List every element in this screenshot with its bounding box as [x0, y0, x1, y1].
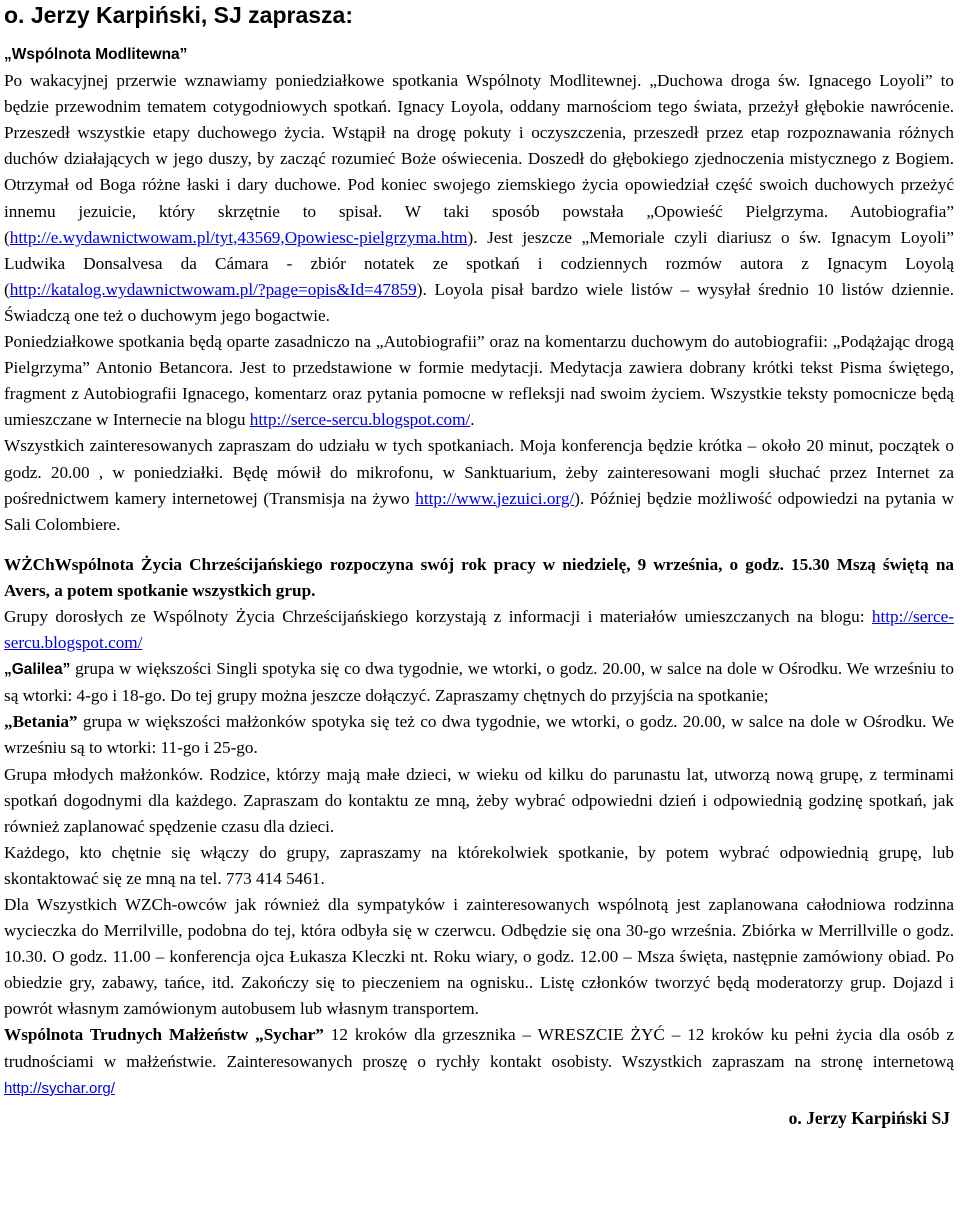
heading-prayer-community: „Wspólnota Modlitewna” — [4, 46, 188, 63]
text: Dla Wszystkich WZCh-owców jak również dla sympatyków i zainteresowanych wspólnotą jest zaplanowana całodniowa rodzinna wycieczka do Merrilville, podobna do tej, która odbyła się w czerwcu. Odbędzie się ona 30-go września. Zbiórka w Merrillville o godz. 10.30. O godz. 11.00 – konferencja ojca Łukasza Kleczki nt. Roku wiary, o godz. 12.00 – Msza święta, następnie zamówiony obiad. Po obiedzie gry, zabawy, tańce, itd. Zakończy się to pieczeniem na ognisku.. Listę członków tworzyć będą moderatorzy grup. Dojazd i powrót własnym zamówionym autobusem lub własnym transportem. — [4, 895, 954, 1019]
link-memoriale-book[interactable]: http://katalog.wydawnictwowam.pl/?page=opis&Id=47859 — [9, 279, 417, 299]
document-page — [4, 0, 954, 1129]
paragraph-galilea — [4, 656, 954, 709]
heading-sychar: Wspólnota Trudnych Małżeństw „Sychar” — [4, 1025, 324, 1045]
paragraph-invitation — [4, 433, 954, 537]
link-blog-2[interactable]: http://serce-sercu.blogspot.com/ — [4, 606, 954, 653]
text: Wszystkich zainteresowanych zapraszam do udziału w tych spotkaniach. Moja konferencja będzie krótka – około 20 minut, początek o godz. 20.00 , w poniedziałki. Będę mówił do mikrofonu, w Sanktuarium, żeby zainteresowani mogli słuchać przez Internet za pośrednictwem kamery internetowej (Transmisja na żywo — [4, 436, 954, 508]
text: Grupy dorosłych ze Wspólnoty Życia Chrześcijańskiego korzystają z informacji i materiałów umieszczanych na blogu: — [4, 606, 872, 626]
paragraph-betania — [4, 709, 954, 761]
link-jezuici[interactable]: http://www.jezuici.org/ — [415, 488, 575, 508]
text: 12 kroków dla grzesznika – WRESZCIE ŻYĆ – 12 kroków ku pełni życia dla osób z trudnościami w małżeństwie. Zainteresowanych proszę o rychły kontakt osobisty. Wszystkich zapraszam na stronę internetową — [4, 1025, 954, 1071]
link-pilgrim-book[interactable]: http://e.wydawnictwowam.pl/tyt,43569,Opowiesc-pielgrzyma.htm — [9, 227, 468, 247]
heading-wzch: WŻChWspólnota Życia Chrześcijańskiego rozpoczyna swój rok pracy w niedzielę, 9 września, o godz. 15.30 Mszą świętą na Avers, a potem spotkanie wszystkich grup. — [4, 554, 954, 600]
text: ). Jest jeszcze „Memoriale czyli diariusz o św. Ignacym Loyoli” Ludwika Donsalvesa da Cámara - zbiór notatek ze spotkań i codziennych rozmów autora z Ignacym Loyolą ( — [4, 227, 954, 299]
text: Każdego, kto chętnie się włączy do grupy, zapraszamy na którekolwiek spotkanie, by potem wybrać odpowiednią grupę, lub skontaktować się ze mną na tel. 773 414 5461. — [4, 842, 954, 888]
text: ). Loyola pisał bardzo wiele listów – wysyłał średnio 10 listów dziennie. Świadczą one też o duchowym jego bogactwie. — [4, 279, 954, 325]
group-name-betania: „Betania” — [4, 712, 78, 732]
text: Wstąpił na drogę pokuty i oczyszczenia, przeszedł przez etap rozpoznawania różnych duchów działających w jego duszy, by zacząć rozumieć Boże oświecenia. Doszedł do głębokiego zjednoczenia mistycznego z Bogiem. Otrzymał od Boga różne łaski i dary duchowe. Pod koniec swojego ziemskiego życia opowiedział część swoich duchowych przeżyć innemu jezuicie, który skrzętnie to spisał. W taki sposób powstała „Opowieść Pielgrzyma. Autobiografia” ( — [4, 123, 954, 247]
paragraph-prayer-community — [4, 41, 954, 329]
group-name-galilea: „Galilea” — [4, 661, 71, 679]
paragraph-meetings — [4, 329, 954, 433]
paragraph-young-couples — [4, 762, 954, 840]
paragraph-join — [4, 840, 954, 892]
spacer — [4, 538, 954, 552]
paragraph-adult-groups — [4, 604, 954, 656]
text: Po wakacyjnej przerwie wznawiamy poniedziałkowe spotkania Wspólnoty Modlitewnej. „Duchowa droga św. Ignacego Loyoli” to będzie przewodnim tematem cotygodniowych spotkań. Ignacy Loyola, oddany marnościom tego świata, przeżył głębokie nawrócenie. Przeszedł wszystkie etapy duchowego życia. — [4, 71, 954, 143]
text: grupa w większości małżonków spotyka się też co dwa tygodnie, we wtorki, o godz. 20.00, w salce na dole w Ośrodku. We wrześniu są to wtorki: 11-go i 25-go. — [4, 712, 954, 758]
page-title: o. Jerzy Karpiński, SJ zaprasza: — [4, 2, 353, 28]
paragraph-trip — [4, 892, 954, 1022]
text: Grupa młodych małżonków. Rodzice, którzy mają małe dzieci, w wieku od kilku do parunastu lat, utworzą nową grupę, z terminami spotkań dogodnymi dla każdego. Zapraszam do kontaktu ze mną, żeby wybrać odpowiedni dzień i odpowiednią godzinę spotkań, jak również zaplanować spędzenie czasu dla dzieci. — [4, 764, 954, 836]
paragraph-sychar — [4, 1022, 954, 1101]
text: Poniedziałkowe spotkania będą oparte zasadniczo na „Autobiografii” oraz na komentarzu duchowym do autobiografii: „Podążając drogą Pielgrzyma” Antonio Betancora. Jest to przedstawione w formie medytacji. Medytacja zawiera dobrany krótki tekst Pisma świętego, fragment z Autobiografii Ignacego, komentarz oraz pytania pomocne w refleksji nad swoim życiem. Wszystkie teksty pomocnicze będą umieszczane w Internecie na blogu — [4, 332, 954, 430]
text: ). Później będzie możliwość odpowiedzi na pytania w Sali Colombiere. — [4, 488, 954, 534]
text: . — [470, 410, 475, 430]
signature: o. Jerzy Karpiński SJ — [788, 1107, 950, 1128]
link-sychar[interactable]: http://sychar.org/ — [4, 1079, 115, 1097]
link-blog[interactable]: http://serce-sercu.blogspot.com/ — [249, 410, 471, 430]
text: grupa w większości Singli spotyka się co dwa tygodnie, we wtorki, o godz. 20.00, w salce na dole w Ośrodku. We wrześniu to są wtorki: 4-go i 18-go. Do tej grupy można jeszcze dołączyć. Zapraszamy chętnych do przyjścia na spotkanie; — [4, 659, 954, 706]
